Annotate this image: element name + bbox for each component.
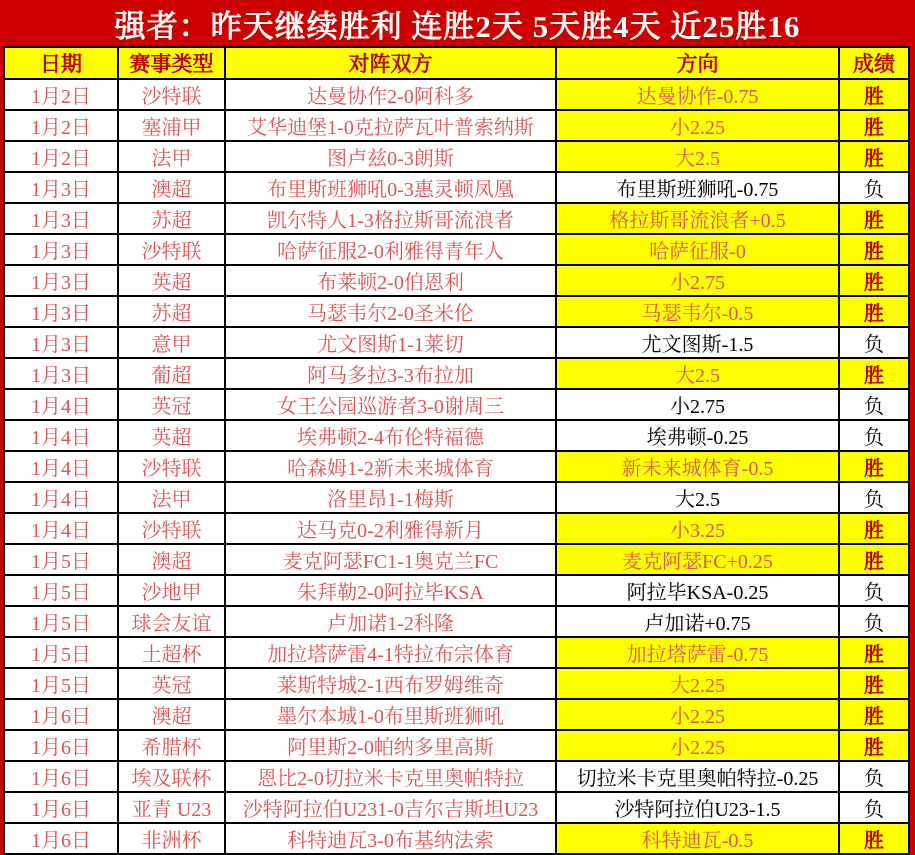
result-cell: 负	[839, 606, 909, 637]
result-cell: 胜	[839, 234, 909, 265]
match-cell: 科特迪瓦3-0布基纳法索	[225, 823, 556, 854]
date-cell: 1月4日	[4, 389, 118, 420]
match-cell: 布里斯班狮吼0-3惠灵顿凤凰	[225, 172, 556, 203]
league-cell: 沙地甲	[118, 575, 225, 606]
result-cell: 负	[839, 327, 909, 358]
match-cell: 布莱顿2-0伯恩利	[225, 265, 556, 296]
league-cell: 沙特联	[118, 451, 225, 482]
match-cell: 阿马多拉3-3布拉加	[225, 358, 556, 389]
direction-cell: 马瑟韦尔-0.5	[556, 296, 839, 327]
result-cell: 负	[839, 575, 909, 606]
direction-cell: 格拉斯哥流浪者+0.5	[556, 203, 839, 234]
date-cell: 1月5日	[4, 544, 118, 575]
league-cell: 澳超	[118, 544, 225, 575]
result-cell: 胜	[839, 141, 909, 172]
result-cell: 胜	[839, 730, 909, 761]
league-cell: 沙特联	[118, 234, 225, 265]
direction-cell: 麦克阿瑟FC+0.25	[556, 544, 839, 575]
result-cell: 负	[839, 172, 909, 203]
table-row	[4, 668, 909, 699]
date-cell: 1月2日	[4, 110, 118, 141]
match-cell: 卢加诺1-2科隆	[225, 606, 556, 637]
table-row	[4, 420, 909, 451]
table-row	[4, 327, 909, 358]
direction-cell: 加拉塔萨雷-0.75	[556, 637, 839, 668]
direction-cell: 大2.25	[556, 668, 839, 699]
date-cell: 1月4日	[4, 451, 118, 482]
league-cell: 英冠	[118, 389, 225, 420]
table-row	[4, 451, 909, 482]
match-cell: 莱斯特城2-1西布罗姆维奇	[225, 668, 556, 699]
match-cell: 马瑟韦尔2-0圣米伦	[225, 296, 556, 327]
title-bar	[0, 0, 915, 46]
league-cell: 澳超	[118, 172, 225, 203]
date-cell: 1月6日	[4, 730, 118, 761]
direction-cell: 尤文图斯-1.5	[556, 327, 839, 358]
date-cell: 1月3日	[4, 265, 118, 296]
match-cell: 埃弗顿2-4布伦特福德	[225, 420, 556, 451]
table-row	[4, 296, 909, 327]
direction-cell: 布里斯班狮吼-0.75	[556, 172, 839, 203]
result-cell: 胜	[839, 265, 909, 296]
match-cell: 哈森姆1-2新未来城体育	[225, 451, 556, 482]
date-cell: 1月6日	[4, 761, 118, 792]
result-cell: 胜	[839, 544, 909, 575]
table-row	[4, 234, 909, 265]
table-row	[4, 389, 909, 420]
league-cell: 埃及联杯	[118, 761, 225, 792]
direction-cell: 沙特阿拉伯U23-1.5	[556, 792, 839, 823]
result-cell: 胜	[839, 823, 909, 854]
league-cell: 沙特联	[118, 79, 225, 110]
table-row	[4, 606, 909, 637]
league-cell: 意甲	[118, 327, 225, 358]
date-cell: 1月5日	[4, 606, 118, 637]
table-row	[4, 513, 909, 544]
league-cell: 土超杯	[118, 637, 225, 668]
result-cell: 胜	[839, 296, 909, 327]
league-cell: 法甲	[118, 141, 225, 172]
date-cell: 1月5日	[4, 668, 118, 699]
date-cell: 1月5日	[4, 575, 118, 606]
table-row	[4, 823, 909, 854]
result-cell: 负	[839, 761, 909, 792]
direction-cell: 小2.25	[556, 699, 839, 730]
date-cell: 1月3日	[4, 327, 118, 358]
date-cell: 1月3日	[4, 203, 118, 234]
result-cell: 胜	[839, 79, 909, 110]
date-cell: 1月3日	[4, 172, 118, 203]
league-cell: 苏超	[118, 296, 225, 327]
result-cell: 负	[839, 792, 909, 823]
match-cell: 加拉塔萨雷4-1特拉布宗体育	[225, 637, 556, 668]
league-cell: 苏超	[118, 203, 225, 234]
result-cell: 负	[839, 420, 909, 451]
match-cell: 凯尔特人1-3格拉斯哥流浪者	[225, 203, 556, 234]
header-date: 日期	[4, 47, 118, 79]
table-row	[4, 699, 909, 730]
table-row	[4, 544, 909, 575]
league-cell: 英冠	[118, 668, 225, 699]
result-cell: 胜	[839, 358, 909, 389]
league-cell: 沙特联	[118, 513, 225, 544]
result-cell: 胜	[839, 668, 909, 699]
direction-cell: 小2.75	[556, 389, 839, 420]
match-cell: 艾华迪堡1-0克拉萨瓦叶普索纳斯	[225, 110, 556, 141]
table-row	[4, 792, 909, 823]
match-cell: 达曼协作2-0阿科多	[225, 79, 556, 110]
date-cell: 1月6日	[4, 823, 118, 854]
result-cell: 胜	[839, 513, 909, 544]
direction-cell: 阿拉毕KSA-0.25	[556, 575, 839, 606]
result-cell: 胜	[839, 203, 909, 234]
direction-cell: 埃弗顿-0.25	[556, 420, 839, 451]
result-cell: 负	[839, 482, 909, 513]
table-row	[4, 141, 909, 172]
date-cell: 1月6日	[4, 699, 118, 730]
match-cell: 达马克0-2利雅得新月	[225, 513, 556, 544]
table-header-row	[4, 47, 909, 79]
league-cell: 法甲	[118, 482, 225, 513]
table-row	[4, 575, 909, 606]
direction-cell: 小2.25	[556, 110, 839, 141]
direction-cell: 大2.5	[556, 482, 839, 513]
date-cell: 1月3日	[4, 234, 118, 265]
result-cell: 胜	[839, 451, 909, 482]
league-cell: 葡超	[118, 358, 225, 389]
league-cell: 亚青 U23	[118, 792, 225, 823]
match-cell: 女王公园巡游者3-0谢周三	[225, 389, 556, 420]
date-cell: 1月2日	[4, 79, 118, 110]
results-table	[3, 46, 910, 855]
direction-cell: 小3.25	[556, 513, 839, 544]
match-cell: 阿里斯2-0帕纳多里高斯	[225, 730, 556, 761]
match-cell: 沙特阿拉伯U231-0吉尔吉斯坦U23	[225, 792, 556, 823]
match-cell: 恩比2-0切拉米卡克里奥帕特拉	[225, 761, 556, 792]
match-cell: 朱拜勒2-0阿拉毕KSA	[225, 575, 556, 606]
table-row	[4, 172, 909, 203]
result-cell: 胜	[839, 637, 909, 668]
table-row	[4, 637, 909, 668]
table-row	[4, 482, 909, 513]
header-league: 赛事类型	[118, 47, 225, 79]
header-result: 成绩	[839, 47, 909, 79]
direction-cell: 切拉米卡克里奥帕特拉-0.25	[556, 761, 839, 792]
league-cell: 非洲杯	[118, 823, 225, 854]
direction-cell: 达曼协作-0.75	[556, 79, 839, 110]
date-cell: 1月4日	[4, 513, 118, 544]
date-cell: 1月5日	[4, 637, 118, 668]
league-cell: 澳超	[118, 699, 225, 730]
header-match: 对阵双方	[225, 47, 556, 79]
table-row	[4, 203, 909, 234]
table-row	[4, 79, 909, 110]
date-cell: 1月2日	[4, 141, 118, 172]
direction-cell: 大2.5	[556, 141, 839, 172]
match-cell: 洛里昂1-1梅斯	[225, 482, 556, 513]
direction-cell: 新未来城体育-0.5	[556, 451, 839, 482]
league-cell: 塞浦甲	[118, 110, 225, 141]
direction-cell: 科特迪瓦-0.5	[556, 823, 839, 854]
league-cell: 英超	[118, 265, 225, 296]
league-cell: 英超	[118, 420, 225, 451]
table-row	[4, 358, 909, 389]
match-cell: 尤文图斯1-1莱切	[225, 327, 556, 358]
table-row	[4, 110, 909, 141]
header-direction: 方向	[556, 47, 839, 79]
match-cell: 哈萨征服2-0利雅得青年人	[225, 234, 556, 265]
direction-cell: 小2.25	[556, 730, 839, 761]
direction-cell: 哈萨征服-0	[556, 234, 839, 265]
result-cell: 胜	[839, 110, 909, 141]
table-row	[4, 265, 909, 296]
table-row	[4, 730, 909, 761]
direction-cell: 大2.5	[556, 358, 839, 389]
league-cell: 希腊杯	[118, 730, 225, 761]
date-cell: 1月4日	[4, 482, 118, 513]
direction-cell: 卢加诺+0.75	[556, 606, 839, 637]
match-cell: 图卢兹0-3朗斯	[225, 141, 556, 172]
direction-cell: 小2.75	[556, 265, 839, 296]
date-cell: 1月3日	[4, 296, 118, 327]
page-title: 强者：昨天继续胜利 连胜2天 5天胜4天 近25胜16	[114, 8, 801, 44]
match-cell: 麦克阿瑟FC1-1奥克兰FC	[225, 544, 556, 575]
date-cell: 1月4日	[4, 420, 118, 451]
result-cell: 胜	[839, 699, 909, 730]
date-cell: 1月6日	[4, 792, 118, 823]
league-cell: 球会友谊	[118, 606, 225, 637]
date-cell: 1月3日	[4, 358, 118, 389]
match-cell: 墨尔本城1-0布里斯班狮吼	[225, 699, 556, 730]
result-cell: 负	[839, 389, 909, 420]
